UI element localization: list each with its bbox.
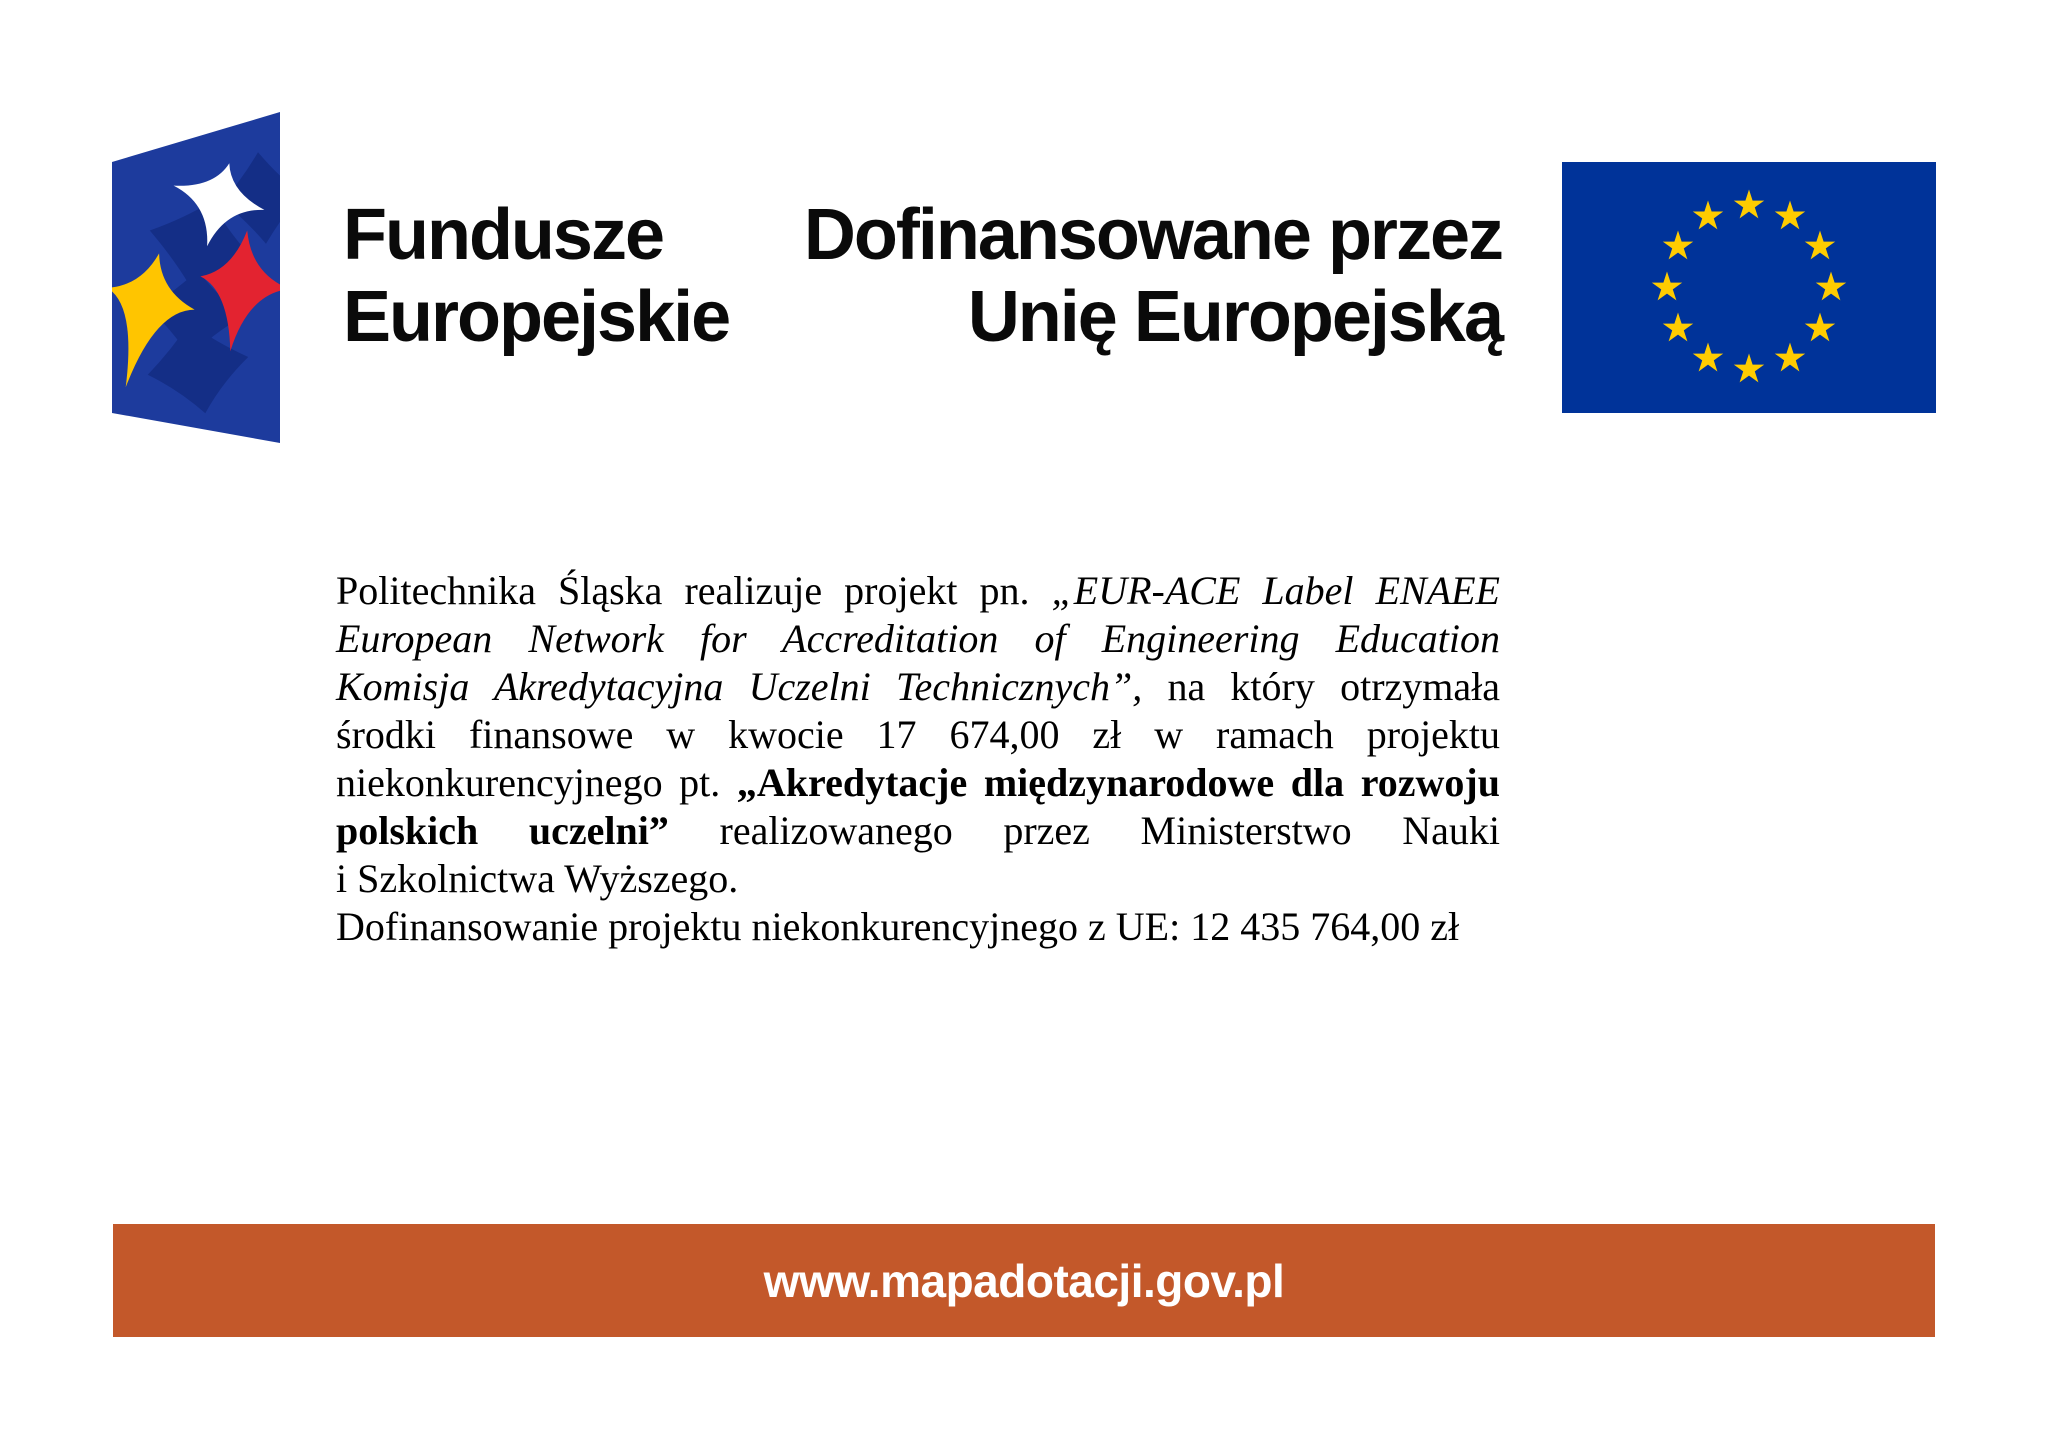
body-text-segment: Dofinansowanie projektu niekonkurencyjnego z UE: 12 435 764,00 zł (336, 904, 1460, 949)
body-text-line (336, 663, 1500, 711)
footer-bar (113, 1224, 1935, 1337)
body-text-segment: i Szkolnictwa Wyższego. (336, 856, 739, 901)
body-text-line (336, 711, 1500, 759)
eu-flag-logo (1562, 162, 1936, 413)
body-text-segment: polskich uczelni” (336, 808, 669, 853)
body-text-line (336, 567, 1500, 615)
fundusze-europejskie-logo (112, 112, 280, 443)
eu-funding-credit-line2: Unię Europejską (967, 277, 1502, 357)
body-text-line (336, 759, 1500, 807)
fe-program-name-line1: Fundusze (343, 195, 663, 275)
body-text-line (336, 615, 1500, 663)
body-text-segment: Komisja Akredytacyjna Uczelni Technicznych”, (336, 664, 1143, 709)
body-text-segment: European Network for Accreditation of Engineering Education (336, 616, 1500, 661)
body-text-segment: na który otrzymała (1142, 664, 1501, 709)
body-text-line (336, 855, 1500, 903)
project-description (336, 567, 1500, 951)
eu-funding-credit (804, 194, 1502, 358)
body-text-segment: „EUR-ACE Label ENAEE (1051, 568, 1500, 613)
fe-program-name (343, 194, 729, 358)
eu-funding-credit-line1: Dofinansowane przez (803, 195, 1502, 275)
fe-program-name-line2: Europejskie (343, 277, 730, 357)
body-text-line (336, 807, 1500, 855)
body-text-segment: środki finansowe w kwocie 17 674,00 zł w ramach projektu (336, 712, 1500, 757)
body-text-segment: „Akredytacje międzynarodowe dla rozwoju (736, 760, 1500, 805)
body-text-segment: realizowanego przez Ministerstwo Nauki (668, 808, 1501, 853)
body-text-segment: niekonkurencyjnego pt. (336, 760, 737, 805)
body-text-line (336, 903, 1500, 951)
footer-url: www.mapadotacji.gov.pl (763, 1254, 1285, 1307)
body-text-segment: Politechnika Śląska realizuje projekt pn. (336, 568, 1052, 613)
